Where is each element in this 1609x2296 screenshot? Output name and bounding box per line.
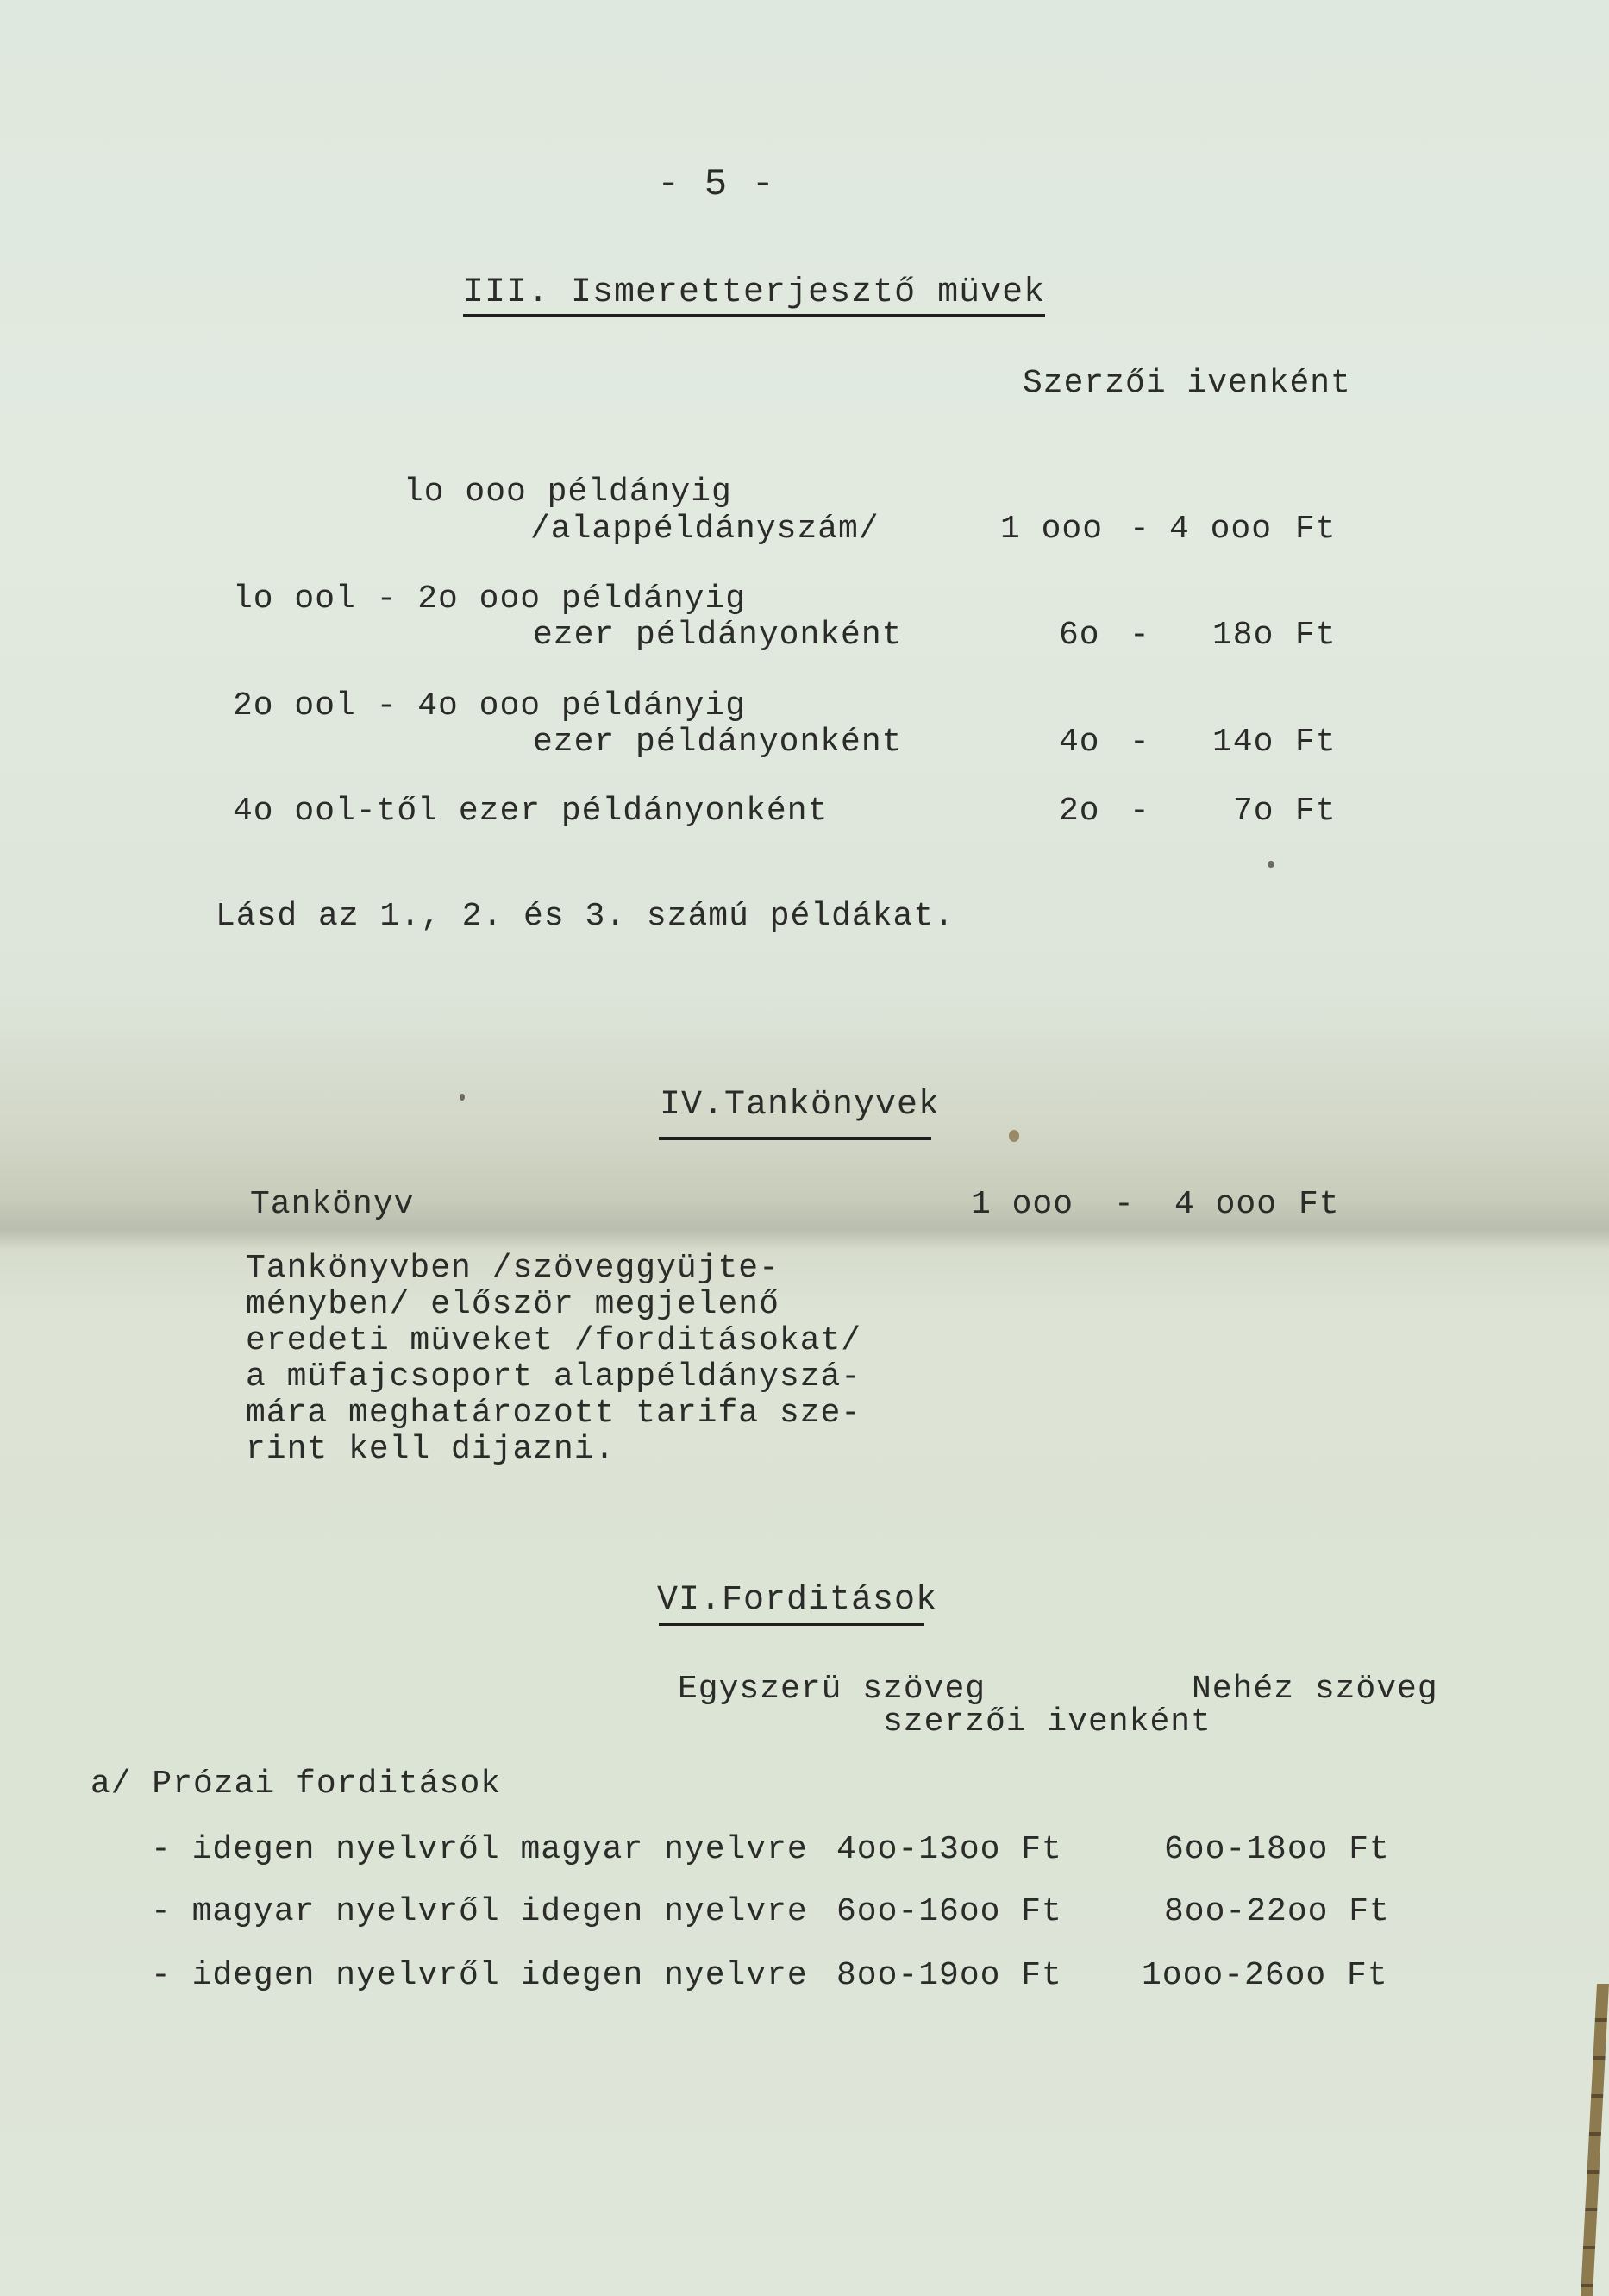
row-1-label: lo ooo példányig — [404, 474, 732, 511]
row-4-max: 7o — [1233, 793, 1274, 830]
row-2-sublabel: ezer példányonként — [533, 617, 903, 654]
paragraph-line: eredeti müveket /forditásokat/ — [246, 1322, 862, 1359]
row-3-unit: Ft — [1295, 724, 1337, 761]
translation-row-1-hard: 6oo-18oo Ft — [1164, 1831, 1390, 1868]
section-iii-column-header: Szerzői ivenként — [1023, 365, 1351, 402]
tankonyv-min: 1 ooo — [971, 1186, 1074, 1223]
page-number: - 5 - — [657, 163, 776, 206]
section-vi-title: VI.Forditások — [657, 1581, 938, 1620]
row-3-max: 14o — [1212, 724, 1274, 761]
row-2-label: lo ool - 2o ooo példányig — [233, 580, 747, 618]
paragraph-line: a müfajcsoport alappéldányszá- — [246, 1358, 862, 1396]
section-iv-title: IV.Tankönyvek — [660, 1086, 941, 1125]
row-2-max: 18o — [1212, 617, 1274, 654]
section-iii-note: Lásd az 1., 2. és 3. számú példákat. — [216, 898, 955, 935]
translation-row-3-hard: 1ooo-26oo Ft — [1142, 1957, 1388, 1994]
row-1-min: 1 ooo — [1000, 511, 1104, 548]
col-hard-header: Nehéz szöveg — [1192, 1671, 1438, 1708]
ink-speck — [1268, 861, 1274, 868]
tankonyv-max: 4 ooo — [1174, 1186, 1278, 1223]
row-4-sep: - — [1130, 793, 1150, 830]
row-1-max: 4 ooo — [1169, 511, 1273, 548]
tankonyv-label: Tankönyv — [250, 1186, 415, 1223]
translation-row-3-simple: 8oo-19oo Ft — [836, 1957, 1062, 1994]
row-1-sublabel: /alappéldányszám/ — [530, 511, 880, 548]
ink-speck — [460, 1094, 465, 1101]
col-simple-header: Egyszerü szöveg — [678, 1671, 986, 1708]
row-2-sep: - — [1130, 617, 1150, 654]
translation-row-2-hard: 8oo-22oo Ft — [1164, 1893, 1390, 1930]
translation-row-1-simple: 4oo-13oo Ft — [836, 1831, 1062, 1868]
paragraph-line: rint kell dijazni. — [246, 1431, 616, 1468]
row-3-label: 2o ool - 4o ooo példányig — [233, 687, 747, 725]
paragraph-line: ményben/ először megjelenő — [246, 1286, 779, 1323]
row-1-unit: Ft — [1295, 511, 1337, 548]
paragraph-line: Tankönyvben /szöveggyüjte- — [246, 1250, 779, 1287]
section-iii-title: III. Ismeretterjesztő müvek — [463, 276, 1045, 317]
subsection-prozai: a/ Prózai forditások — [91, 1766, 502, 1803]
row-4-min: 2o — [1059, 793, 1100, 830]
paragraph-line: mára meghatározott tarifa sze- — [246, 1395, 862, 1432]
tankonyv-sep: - — [1114, 1186, 1135, 1223]
row-4-unit: Ft — [1295, 793, 1337, 830]
row-3-min: 4o — [1059, 724, 1100, 761]
tankonyv-unit: Ft — [1299, 1186, 1340, 1223]
row-4-label: 4o ool-től ezer példányonként — [233, 793, 829, 830]
translation-row-1-label: - idegen nyelvről magyar nyelvre — [151, 1831, 808, 1868]
row-2-min: 6o — [1059, 617, 1100, 654]
stain-speck — [1009, 1130, 1019, 1142]
row-3-sublabel: ezer példányonként — [533, 724, 903, 761]
row-2-unit: Ft — [1295, 617, 1337, 654]
col-sub-header: szerzői ivenként — [883, 1703, 1211, 1741]
row-3-sep: - — [1130, 724, 1150, 761]
section-vi-underline — [659, 1623, 924, 1626]
row-1-sep: - — [1130, 511, 1150, 548]
translation-row-3-label: - idegen nyelvről idegen nyelvre — [151, 1957, 808, 1994]
translation-row-2-label: - magyar nyelvről idegen nyelvre — [151, 1893, 808, 1930]
section-iv-underline — [659, 1137, 931, 1140]
translation-row-2-simple: 6oo-16oo Ft — [836, 1893, 1062, 1930]
